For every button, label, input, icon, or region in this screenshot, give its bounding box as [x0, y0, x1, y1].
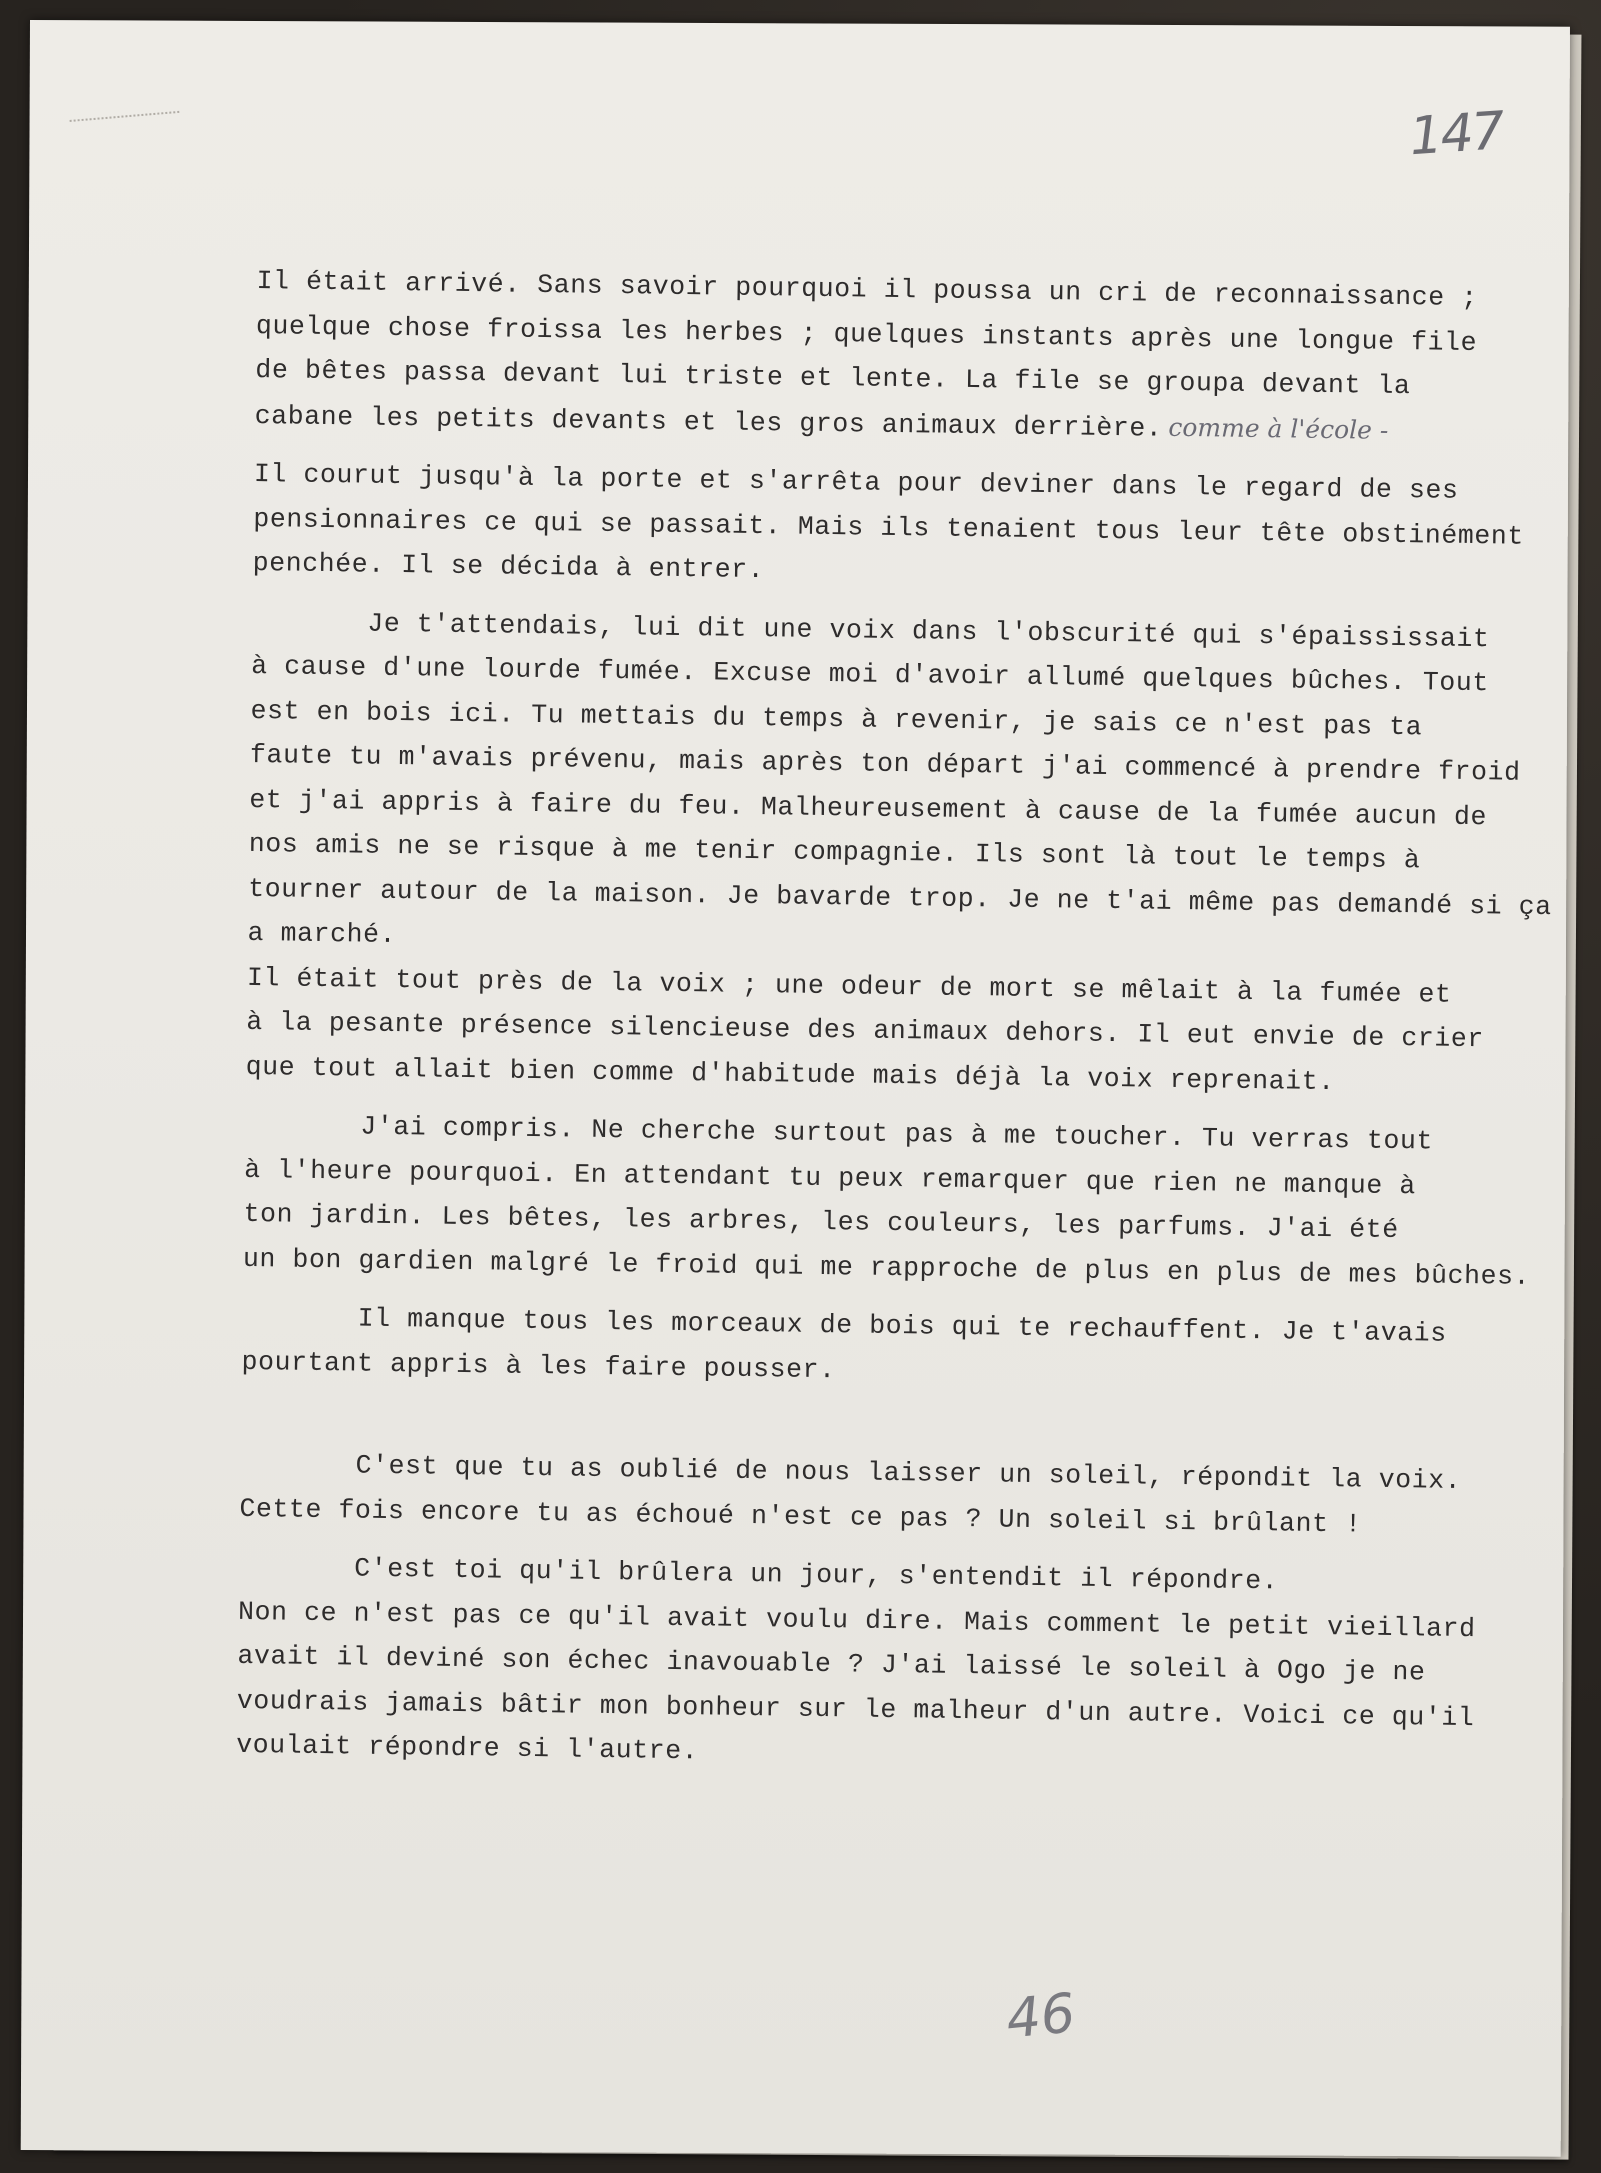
body-text	[236, 259, 1552, 1785]
text-line: Cette fois encore tu as échoué n'est ce pas ? Un soleil si brûlant !	[239, 1493, 1362, 1540]
text-line: nos amis ne se risque à me tenir compagnie. Ils sont là tout le temps à	[248, 828, 1421, 876]
text-line: à la pesante présence silencieuse des animaux dehors. Il eut envie de crier	[246, 1006, 1485, 1055]
text-line: pensionnaires ce qui se passait. Mais ils tenaient tous leur tête obstinément	[253, 503, 1525, 552]
handwritten-bottom-number: 46	[1003, 1981, 1079, 2051]
paragraph	[236, 1545, 1529, 1785]
text-line: ton jardin. Les bêtes, les arbres, les couleurs, les parfums. J'ai été	[243, 1198, 1399, 1246]
text-line: de bêtes passa devant lui triste et lente. La file se groupa devant la	[255, 354, 1411, 402]
text-line: tourner autour de la maison. Je bavarde trop. Je ne t'ai même pas demandé si ça	[247, 873, 1552, 922]
text-line: pourtant appris à les faire pousser.	[241, 1346, 836, 1385]
text-line: C'est que tu as oublié de nous laisser un soleil, répondit la voix.	[239, 1448, 1462, 1496]
text-line: voudrais jamais bâtir mon bonheur sur le malheur d'un autre. Voici ce qu'il	[236, 1685, 1475, 1733]
text-line: et j'ai appris à faire du feu. Malheureusement à cause de la fumée aucun de	[249, 784, 1488, 832]
text-line: est en bois ici. Tu mettais du temps à revenir, je sais ce n'est pas ta	[250, 695, 1423, 742]
paragraph	[245, 955, 1537, 1106]
text-line: Il était tout près de la voix ; une odeur de mort se mêlait à la fumée et	[246, 962, 1452, 1010]
text-line: Non ce n'est pas ce qu'il avait voulu dire. Mais comment le petit vieillard	[237, 1596, 1476, 1644]
text-line: que tout allait bien comme d'habitude mais déjà la voix reprenait.	[245, 1051, 1335, 1097]
handwritten-page-number: 147	[1407, 101, 1505, 168]
paragraph	[239, 1442, 1530, 1549]
text-line: voulait répondre si l'autre.	[236, 1729, 699, 1767]
text-line-content: cabane les petits devants et les gros animaux derrière.	[254, 400, 1163, 444]
text-line: Il courut jusqu'à la porte et s'arrêta pour deviner dans le regard de ses	[253, 458, 1459, 506]
text-line: penchée. Il se décida à entrer.	[252, 547, 765, 586]
text-line: quelque chose froissa les herbes ; quelques instants après une longue file	[255, 310, 1478, 358]
text-line: à l'heure pourquoi. En attendant tu peux remarquer que rien ne manque à	[244, 1154, 1417, 1201]
paragraph	[247, 599, 1552, 973]
text-line: Il manque tous les morceaux de bois qui te rechauffent. Je t'avais	[241, 1301, 1447, 1349]
paragraph	[252, 452, 1544, 603]
text-line: a marché.	[247, 917, 397, 950]
typewritten-page	[21, 20, 1570, 2157]
paragraph	[254, 259, 1546, 456]
handwritten-annotation: comme à l'école -	[1168, 412, 1389, 445]
text-line: un bon gardien malgré le froid qui me rapproche de plus en plus de mes bûches.	[242, 1243, 1531, 1292]
text-line: faute tu m'avais prévenu, mais après ton départ j'ai commencé à prendre froid	[249, 739, 1521, 788]
text-line: Il était arrivé. Sans savoir pourquoi il poussa un cri de reconnaissance ;	[256, 265, 1478, 314]
paragraph	[241, 1295, 1532, 1402]
text-line: J'ai compris. Ne cherche surtout pas à me toucher. Tu verras tout	[244, 1109, 1434, 1157]
text-line: avait il deviné son échec inavouable ? J'ai laissé le soleil à Ogo je ne	[237, 1640, 1426, 1688]
text-line: C'est toi qu'il brûlera un jour, s'entendit il répondre.	[238, 1551, 1279, 1597]
paragraph	[243, 1103, 1535, 1299]
pencil-mark	[70, 111, 180, 125]
text-line: Je t'attendais, lui dit une voix dans l'obscurité qui s'épaississait	[251, 606, 1490, 654]
text-line: à cause d'une lourde fumée. Excuse moi d'avoir allumé quelques bûches. Tout	[251, 650, 1490, 699]
